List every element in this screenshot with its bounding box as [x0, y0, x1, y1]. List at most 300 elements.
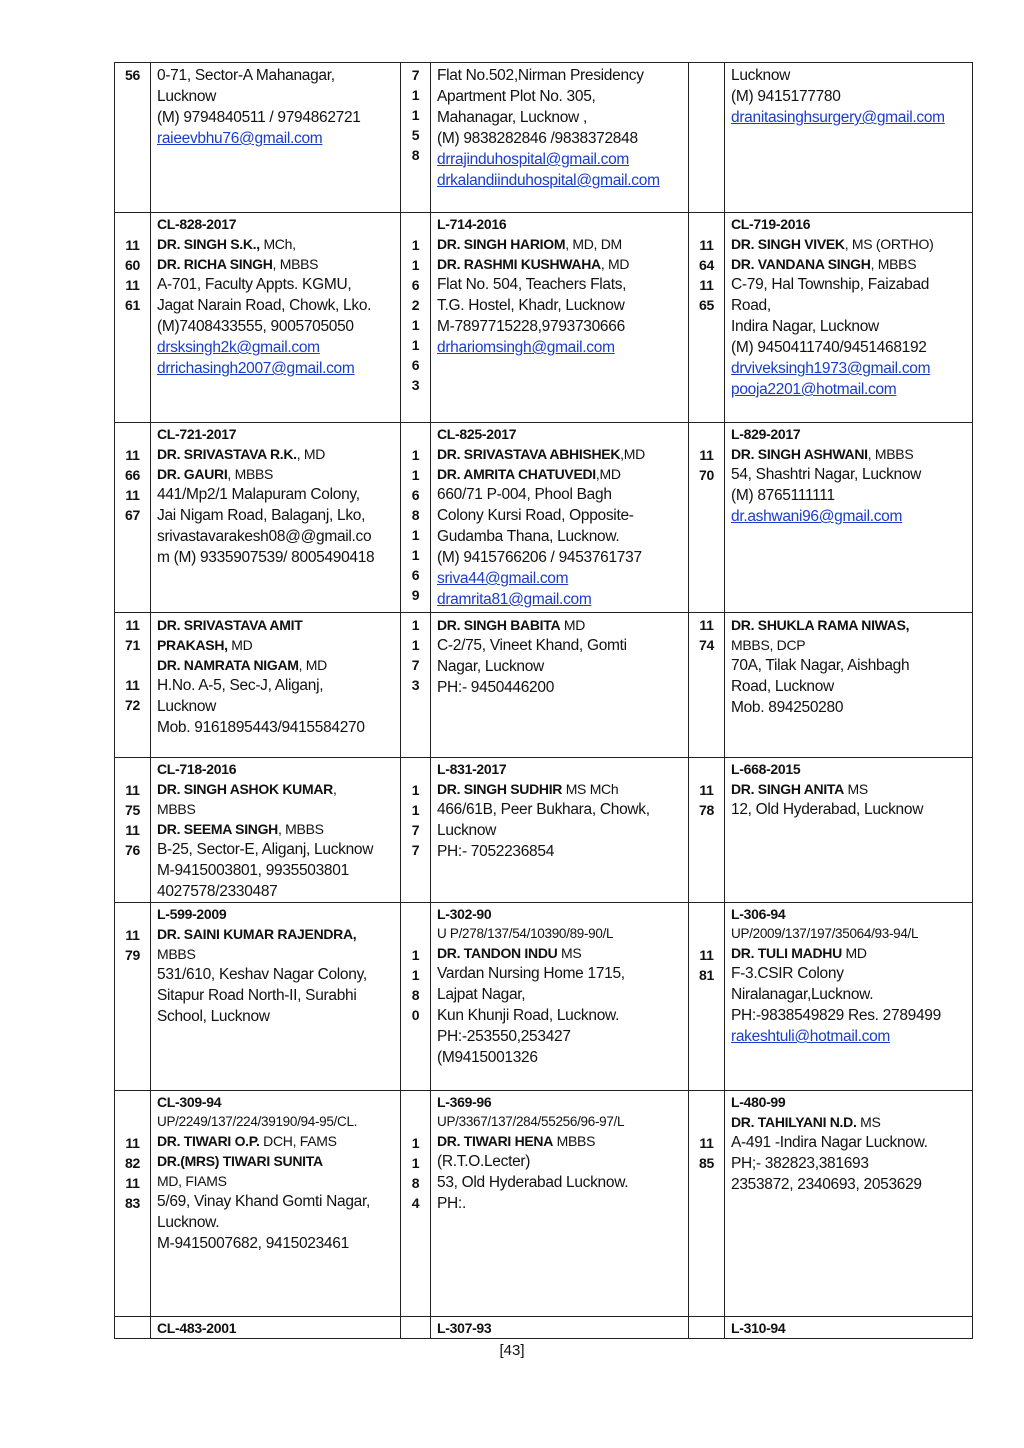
entry-cell — [151, 1091, 401, 1317]
entry-text: Kun Khunji Road, Lucknow. — [437, 1007, 620, 1024]
serial-digit: 2 — [411, 297, 420, 313]
serial-digit: 4 — [411, 1195, 420, 1211]
serial-digit: 11 — [125, 782, 140, 798]
serial-digit: 6 — [411, 277, 420, 293]
serial-digit: 7 — [411, 657, 420, 673]
email-link[interactable]: drviveksingh1973@gmail.com — [731, 360, 931, 377]
qualification: , MBBS — [227, 466, 274, 482]
entry-text: m (M) 9335907539/ 8005490418 — [157, 549, 375, 566]
registration-number: UP/2009/137/197/35064/93-94/L — [731, 926, 919, 941]
doctor-name: DR. SHUKLA RAMA NIWAS, — [731, 617, 910, 633]
serial-digit — [115, 215, 150, 235]
email-link[interactable]: raieevbhu76@gmail.com — [157, 130, 323, 147]
entry-text: Niralanagar,Lucknow. — [731, 986, 874, 1003]
doctor-name: DR. SRIVASTAVA R.K. — [157, 446, 297, 462]
serial-number-cell — [401, 903, 431, 1091]
doctor-name-line — [437, 464, 684, 484]
registration-number: UP/2249/137/224/39190/94-95/CL. — [157, 1114, 358, 1129]
qualification: , MS (ORTHO) — [844, 236, 934, 252]
serial-digit: 11 — [699, 277, 714, 293]
doctor-name: DR. SAINI KUMAR RAJENDRA, — [157, 926, 357, 942]
serial-number-cell — [689, 423, 725, 613]
doctor-name-line — [731, 615, 968, 635]
serial-digit: 1 — [411, 337, 420, 353]
entry-text: (M) 9415766206 / 9453761737 — [437, 549, 642, 566]
serial-digit: 11 — [125, 822, 140, 838]
serial-digit: 11 — [125, 1135, 140, 1151]
email-line — [731, 107, 968, 128]
serial-digit: 1 — [411, 467, 420, 483]
entry-text: Mob. 9161895443/9415584270 — [157, 719, 365, 736]
serial-digit: 1 — [411, 87, 420, 103]
entry-cell — [151, 903, 401, 1091]
serial-digit: 1 — [411, 782, 420, 798]
serial-number-cell — [689, 1317, 725, 1339]
entry-text: Apartment Plot No. 305, — [437, 88, 596, 105]
email-link[interactable]: dramrita81@gmail.com — [437, 591, 592, 608]
serial-digit — [115, 1093, 150, 1113]
serial-digit: 7 — [411, 822, 420, 838]
entry-text: Flat No. 504, Teachers Flats, — [437, 276, 627, 293]
serial-digit: 74 — [699, 637, 714, 653]
serial-digit — [115, 760, 150, 780]
entry-text: 70A, Tilak Nagar, Aishbagh — [731, 657, 910, 674]
serial-digit: 1 — [411, 237, 420, 253]
email-link[interactable]: drhariomsingh@gmail.com — [437, 339, 615, 356]
entry-text: PH:-9838549829 Res. 2789499 — [731, 1007, 941, 1024]
registration-code: CL-309-94 — [157, 1094, 222, 1110]
qualification: ,MD — [595, 466, 621, 482]
entry-text: Indira Nagar, Lucknow — [731, 318, 879, 335]
entry-cell — [151, 1317, 401, 1339]
entry-text: MBBS — [157, 801, 196, 817]
qualification: MBBS — [553, 1133, 596, 1149]
serial-number-cell — [689, 903, 725, 1091]
entry-text: (M) 9450411740/9451468192 — [731, 339, 927, 356]
entry-cell — [725, 1317, 973, 1339]
serial-number-cell — [115, 1091, 151, 1317]
entry-text: Road, Lucknow — [731, 678, 834, 695]
email-line — [437, 589, 684, 610]
doctor-name: DR. TIWARI O.P. — [157, 1133, 260, 1149]
entry-text: PH:- 7052236854 — [437, 843, 555, 860]
entry-text: 466/61B, Peer Bukhara, Chowk, — [437, 801, 650, 818]
entry-text: Mob. 894250280 — [731, 699, 844, 716]
serial-number-cell — [115, 1317, 151, 1339]
serial-digit — [689, 905, 724, 925]
doctor-name: DR. SINGH HARIOM — [437, 236, 566, 252]
email-link[interactable]: drrajinduhospital@gmail.com — [437, 151, 630, 168]
email-link[interactable]: rakeshtuli@hotmail.com — [731, 1028, 891, 1045]
entry-text: (R.T.O.Lecter) — [437, 1153, 531, 1170]
doctor-name-line — [437, 254, 684, 274]
serial-digit: 11 — [699, 947, 714, 963]
serial-digit — [401, 905, 430, 925]
entry-text: Vardan Nursing Home 1715, — [437, 965, 625, 982]
entry-text: School, Lucknow — [157, 1008, 270, 1025]
qualification: , MD — [600, 256, 630, 272]
serial-number-cell — [401, 1091, 431, 1317]
entry-text: Mahanagar, Lucknow , — [437, 109, 587, 126]
entry-text: Colony Kursi Road, Opposite- — [437, 507, 634, 524]
serial-digit: 3 — [411, 677, 420, 693]
doctor-name: DR. TANDON INDU — [437, 945, 558, 961]
serial-digit: 0 — [411, 1007, 420, 1023]
registration-code: L-831-2017 — [437, 761, 507, 777]
serial-digit: 8 — [411, 1175, 420, 1191]
doctor-name-line — [157, 1151, 396, 1171]
registration-code: L-668-2015 — [731, 761, 801, 777]
qualification: ,MD — [620, 446, 645, 462]
entry-cell — [431, 1091, 689, 1317]
entry-text: 531/610, Keshav Nagar Colony, — [157, 966, 367, 983]
serial-digit: 11 — [699, 782, 714, 798]
entry-cell — [151, 63, 401, 213]
entry-text: A-701, Faculty Appts. KGMU, — [157, 276, 352, 293]
registration-code: CL-828-2017 — [157, 216, 237, 232]
doctor-name: DR. SINGH ASHWANI — [731, 446, 868, 462]
email-link[interactable]: dranitasinghsurgery@gmail.com — [731, 109, 945, 126]
entry-text: Sitapur Road North-II, Surabhi — [157, 987, 357, 1004]
serial-digit: 8 — [411, 987, 420, 1003]
serial-number-cell — [115, 63, 151, 213]
registration-code: L-599-2009 — [157, 906, 227, 922]
entry-cell — [725, 213, 973, 423]
serial-digit: 56 — [125, 67, 140, 83]
email-line — [157, 128, 396, 149]
entry-text: (M)7408433555, 9005705050 — [157, 318, 354, 335]
serial-digit: 1 — [411, 257, 420, 273]
doctor-name: DR. SINGH ASHOK KUMAR — [157, 781, 333, 797]
qualification: , — [332, 781, 337, 797]
doctor-name: DR. TAHILYANI N.D. — [731, 1114, 857, 1130]
serial-digit — [115, 425, 150, 445]
serial-digit: 1 — [411, 967, 420, 983]
serial-digit: 85 — [699, 1155, 714, 1171]
serial-digit: 11 — [699, 617, 714, 633]
serial-digit: 6 — [411, 357, 420, 373]
registration-code: CL-721-2017 — [157, 426, 237, 442]
email-link[interactable]: sriva44@gmail.com — [437, 570, 569, 587]
entry-text: M-9415003801, 9935503801 — [157, 862, 349, 879]
entry-text: PH:-253550,253427 — [437, 1028, 571, 1045]
serial-digit: 11 — [125, 927, 140, 943]
entry-text: 441/Mp2/1 Malapuram Colony, — [157, 486, 360, 503]
doctor-name-line — [731, 943, 968, 963]
entry-text: H.No. A-5, Sec-J, Aliganj, — [157, 677, 324, 694]
qualification: MD — [841, 945, 867, 961]
serial-digit: 64 — [699, 257, 714, 273]
entry-text: (M9415001326 — [437, 1049, 538, 1066]
registration-code: CL-718-2016 — [157, 761, 237, 777]
registration-code: CL-825-2017 — [437, 426, 517, 442]
serial-digit: 11 — [125, 277, 140, 293]
doctor-name: DR. TULI MADHU — [731, 945, 842, 961]
entry-text: (M) 9415177780 — [731, 88, 841, 105]
email-line — [731, 1026, 968, 1047]
entry-cell — [725, 758, 973, 903]
entry-text: (M) 9838282846 /9838372848 — [437, 130, 638, 147]
email-link[interactable]: drrichasingh2007@gmail.com — [157, 360, 355, 377]
doctor-name-line — [731, 234, 968, 254]
entry-cell — [431, 758, 689, 903]
serial-digit: 79 — [125, 947, 140, 963]
table-row — [115, 758, 973, 903]
entry-text: Gudamba Thana, Lucknow. — [437, 528, 620, 545]
qualification: , MBBS — [272, 256, 319, 272]
email-link[interactable]: drkalandiinduhospital@gmail.com — [437, 172, 660, 189]
table-row — [115, 1317, 973, 1339]
doctor-name-line — [157, 1131, 396, 1151]
serial-digit: 71 — [125, 637, 140, 653]
registration-code: CL-483-2001 — [157, 1320, 237, 1336]
serial-digit: 61 — [125, 297, 140, 313]
entry-text: Jai Nigam Road, Balaganj, Lko, — [157, 507, 366, 524]
entry-cell — [151, 423, 401, 613]
serial-digit: 1 — [411, 1155, 420, 1171]
table-row — [115, 213, 973, 423]
doctor-name: DR. RASHMI KUSHWAHA — [437, 256, 601, 272]
entry-text: B-25, Sector-E, Aliganj, Lucknow — [157, 841, 374, 858]
serial-number-cell — [401, 613, 431, 758]
entry-text: 12, Old Hyderabad, Lucknow — [731, 801, 924, 818]
serial-number-cell — [115, 758, 151, 903]
serial-digit — [689, 925, 724, 945]
entry-cell — [725, 63, 973, 213]
doctor-name: DR. SINGH BABITA — [437, 617, 561, 633]
serial-digit: 11 — [125, 447, 140, 463]
entry-cell — [431, 1317, 689, 1339]
registration-code: L-306-94 — [731, 906, 786, 922]
serial-digit: 9 — [411, 587, 420, 603]
doctor-name: DR. VANDANA SINGH — [731, 256, 871, 272]
table-row — [115, 423, 973, 613]
doctor-name: DR. SINGH VIVEK — [731, 236, 845, 252]
entry-cell — [431, 903, 689, 1091]
entry-text: Flat No.502,Nirman Presidency — [437, 67, 644, 84]
serial-digit: 1 — [411, 317, 420, 333]
entry-text: C-79, Hal Township, Faizabad — [731, 276, 930, 293]
entry-text: 2353872, 2340693, 2053629 — [731, 1176, 922, 1193]
serial-digit — [689, 215, 724, 235]
serial-number-cell — [115, 613, 151, 758]
serial-number-cell — [689, 758, 725, 903]
doctor-name: DR. GAURI — [157, 466, 228, 482]
entry-text: M-9415007682, 9415023461 — [157, 1235, 349, 1252]
doctor-name-line — [157, 924, 396, 944]
doctor-name-line — [437, 1131, 684, 1151]
serial-number-cell — [689, 613, 725, 758]
serial-digit — [401, 925, 430, 945]
email-line — [437, 170, 684, 191]
registration-code: CL-719-2016 — [731, 216, 811, 232]
entry-text: Lucknow. — [157, 1214, 220, 1231]
serial-digit: 1 — [411, 617, 420, 633]
serial-digit: 11 — [699, 237, 714, 253]
serial-digit: 82 — [125, 1155, 140, 1171]
entry-text: (M) 9794840511 / 9794862721 — [157, 109, 361, 126]
serial-digit: 76 — [125, 842, 140, 858]
qualification: MS — [843, 781, 868, 797]
doctor-name: DR. SINGH SUDHIR — [437, 781, 563, 797]
entry-cell — [431, 613, 689, 758]
qualification: MS — [557, 945, 582, 961]
serial-digit: 11 — [125, 1175, 140, 1191]
doctor-directory-table — [114, 62, 973, 1339]
serial-number-cell — [115, 423, 151, 613]
doctor-name: DR. SRIVASTAVA AMIT — [157, 617, 303, 633]
serial-digit — [689, 760, 724, 780]
serial-digit: 1 — [411, 947, 420, 963]
entry-text: PH:. — [437, 1195, 466, 1212]
doctor-name-line — [157, 615, 396, 635]
doctor-name-line — [437, 234, 684, 254]
serial-digit: 6 — [411, 567, 420, 583]
serial-digit: 83 — [125, 1195, 140, 1211]
serial-digit: 11 — [699, 1135, 714, 1151]
serial-digit — [401, 1093, 430, 1113]
entry-cell — [725, 903, 973, 1091]
entry-text: Lucknow — [731, 67, 791, 84]
serial-digit — [115, 655, 150, 675]
doctor-name-line — [157, 444, 396, 464]
table-row — [115, 903, 973, 1091]
serial-digit: 1 — [411, 1135, 420, 1151]
entry-cell — [151, 758, 401, 903]
table-row — [115, 1091, 973, 1317]
entry-text: Lucknow — [157, 88, 217, 105]
entry-text: PH;- 382823,381693 — [731, 1155, 869, 1172]
email-line — [731, 358, 968, 379]
email-line — [731, 506, 968, 527]
serial-digit — [115, 905, 150, 925]
serial-digit: 11 — [699, 447, 714, 463]
qualification: MS MCh — [562, 781, 619, 797]
qualification: MD — [560, 617, 586, 633]
doctor-name: DR. SRIVASTAVA ABHISHEK — [437, 446, 621, 462]
serial-number-cell — [689, 213, 725, 423]
doctor-name-line — [731, 444, 968, 464]
email-line — [437, 149, 684, 170]
doctor-name-line — [731, 1112, 968, 1132]
email-link[interactable]: dr.ashwani96@gmail.com — [731, 508, 903, 525]
serial-digit — [401, 760, 430, 780]
entry-text: 54, Shashtri Nagar, Lucknow — [731, 466, 922, 483]
page-number: [43] — [499, 1342, 525, 1359]
qualification: , MBBS — [867, 446, 914, 462]
doctor-name: DR. NAMRATA NIGAM — [157, 657, 299, 673]
registration-code: L-369-96 — [437, 1094, 492, 1110]
serial-digit: 67 — [125, 507, 140, 523]
entry-text: F-3.CSIR Colony — [731, 965, 844, 982]
serial-digit — [689, 425, 724, 445]
doctor-name-line — [437, 444, 684, 464]
doctor-name: DR. SINGH S.K., — [157, 236, 260, 252]
serial-digit — [401, 215, 430, 235]
doctor-name-line — [157, 819, 396, 839]
serial-digit: 6 — [411, 487, 420, 503]
entry-cell — [431, 423, 689, 613]
serial-digit: 66 — [125, 467, 140, 483]
serial-digit: 65 — [699, 297, 714, 313]
entry-cell — [725, 423, 973, 613]
email-link[interactable]: pooja2201@hotmail.com — [731, 381, 897, 398]
serial-digit: 8 — [411, 147, 420, 163]
doctor-name-line — [731, 254, 968, 274]
table-row — [115, 613, 973, 758]
email-link[interactable]: drsksingh2k@gmail.com — [157, 339, 320, 356]
serial-digit: 3 — [411, 377, 420, 393]
doctor-name: DR. SEEMA SINGH — [157, 821, 278, 837]
entry-cell — [151, 213, 401, 423]
entry-text: M-7897715228,9793730666 — [437, 318, 625, 335]
qualification: , MBBS — [278, 821, 324, 837]
entry-text: MD, FIAMS — [157, 1173, 227, 1189]
qualification: MCh, — [259, 236, 296, 252]
serial-digit: 1 — [411, 447, 420, 463]
entry-text: 4027578/2330487 — [157, 883, 278, 900]
entry-text: Road, — [731, 297, 771, 314]
email-line — [437, 568, 684, 589]
entry-cell — [431, 63, 689, 213]
doctor-name: DR. RICHA SINGH — [157, 256, 273, 272]
registration-code: L-829-2017 — [731, 426, 801, 442]
entry-text: T.G. Hostel, Khadr, Lucknow — [437, 297, 625, 314]
doctor-name-line — [157, 655, 396, 675]
registration-code: L-302-90 — [437, 906, 492, 922]
entry-cell — [725, 1091, 973, 1317]
serial-digit: 70 — [699, 467, 714, 483]
entry-text: A-491 -Indira Nagar Lucknow. — [731, 1134, 928, 1151]
qualification: , MD, DM — [565, 236, 622, 252]
serial-number-cell — [401, 758, 431, 903]
qualification: , MD — [296, 446, 326, 462]
email-line — [157, 358, 396, 379]
registration-code: L-714-2016 — [437, 216, 507, 232]
entry-text: srivastavarakesh08@@gmail.co — [157, 528, 372, 545]
doctor-name-line — [157, 254, 396, 274]
serial-digit — [115, 1113, 150, 1133]
doctor-name: DR.(MRS) TIWARI SUNITA — [157, 1153, 323, 1169]
serial-digit — [401, 425, 430, 445]
serial-digit: 5 — [411, 127, 420, 143]
doctor-name-line — [157, 635, 396, 655]
serial-digit: 60 — [125, 257, 140, 273]
serial-number-cell — [401, 423, 431, 613]
entry-text: 0-71, Sector-A Mahanagar, — [157, 67, 335, 84]
registration-code: L-310-94 — [731, 1320, 786, 1336]
serial-digit: 11 — [125, 237, 140, 253]
doctor-name-line — [157, 779, 396, 799]
entry-text: (M) 8765111111 — [731, 487, 835, 504]
entry-text: Nagar, Lucknow — [437, 658, 544, 675]
entry-text: Lucknow — [157, 698, 217, 715]
entry-text: 53, Old Hyderabad Lucknow. — [437, 1174, 629, 1191]
serial-number-cell — [401, 213, 431, 423]
registration-code: L-307-93 — [437, 1320, 492, 1336]
qualification: , MBBS — [870, 256, 917, 272]
table-row — [115, 63, 973, 213]
registration-number: U P/278/137/54/10390/89-90/L — [437, 926, 614, 941]
serial-number-cell — [689, 63, 725, 213]
serial-digit: 7 — [411, 67, 420, 83]
qualification: MD — [227, 637, 253, 653]
qualification: DCH, FAMS — [259, 1133, 337, 1149]
email-line — [157, 337, 396, 358]
serial-digit: 1 — [411, 802, 420, 818]
serial-digit: 11 — [125, 677, 140, 693]
entry-text: C-2/75, Vineet Khand, Gomti — [437, 637, 627, 654]
